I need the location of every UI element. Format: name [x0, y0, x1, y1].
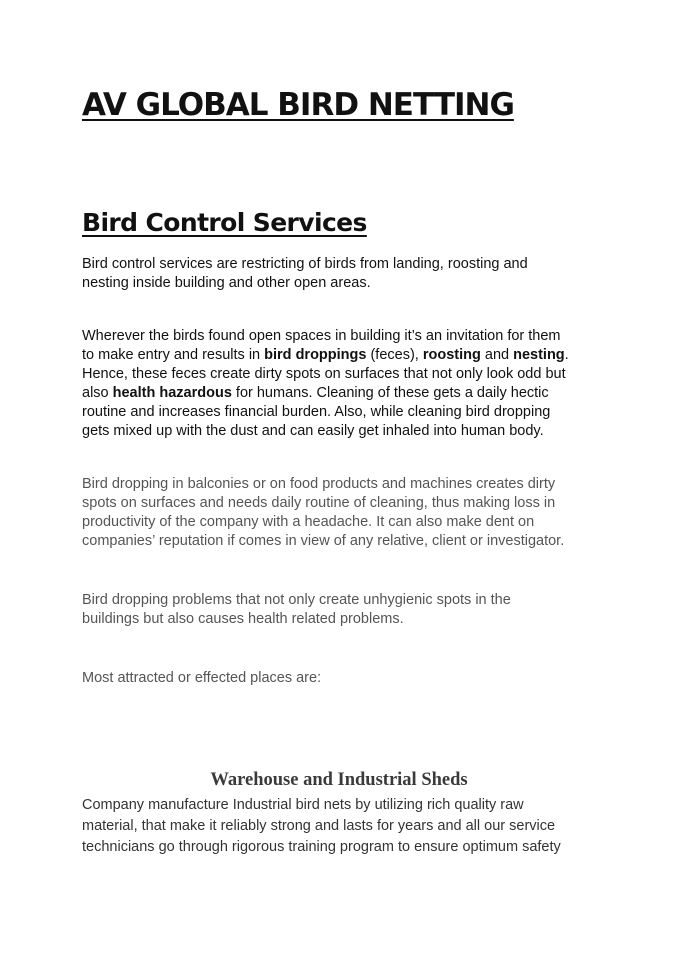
page-title: AV GLOBAL BIRD NETTING: [82, 87, 514, 123]
text-line: Most attracted or effected places are:: [82, 670, 322, 686]
problems-paragraph: [82, 591, 596, 629]
text-line: Wherever the birds found open spaces in building it’s an invitation for them: [82, 328, 561, 344]
text-line: companies’ reputation if comes in view of any relative, client or investigator.: [82, 533, 565, 549]
bold-term: roosting: [422, 347, 481, 363]
bold-term: health hazardous: [112, 385, 232, 401]
section-heading: Bird Control Services: [82, 208, 367, 237]
text-line: buildings but also causes health related problems.: [82, 611, 404, 627]
intro-paragraph: [82, 255, 596, 293]
invitation-paragraph: [82, 327, 596, 441]
text-line: Hence, these feces create dirty spots on surfaces that not only look odd but: [82, 366, 566, 382]
text-line: Bird dropping problems that not only create unhygienic spots in the: [82, 592, 511, 608]
text-line: Company manufacture Industrial bird nets by utilizing rich quality raw: [82, 797, 524, 813]
places-intro: [82, 669, 596, 688]
text-line: gets mixed up with the dust and can easily get inhaled into human body.: [82, 423, 544, 439]
text-line: nesting inside building and other open areas.: [82, 275, 371, 291]
text-line: Bird dropping in balconies or on food products and machines creates dirty: [82, 476, 556, 492]
text-line: routine and increases financial burden. Also, while cleaning bird dropping: [82, 404, 551, 420]
text-line: productivity of the company with a headache. It can also make dent on: [82, 514, 535, 530]
text-line: spots on surfaces and needs daily routine of cleaning, thus making loss in: [82, 495, 556, 511]
text-line: material, that make it reliably strong and lasts for years and all our service: [82, 818, 556, 834]
warehouse-paragraph: [82, 795, 596, 858]
dropping-paragraph: [82, 475, 596, 551]
text-line: Bird control services are restricting of birds from landing, roosting and: [82, 256, 528, 272]
bold-term: nesting: [513, 347, 565, 363]
bold-term: bird droppings: [264, 347, 367, 363]
text-line: technicians go through rigorous training program to ensure optimum safety: [82, 839, 561, 855]
text-line: also health hazardous for humans. Cleaning of these gets a daily hectic: [82, 385, 549, 401]
warehouse-heading: Warehouse and Industrial Sheds: [210, 770, 468, 790]
text-line: to make entry and results in bird droppings (feces), roosting and nesting.: [82, 347, 569, 363]
